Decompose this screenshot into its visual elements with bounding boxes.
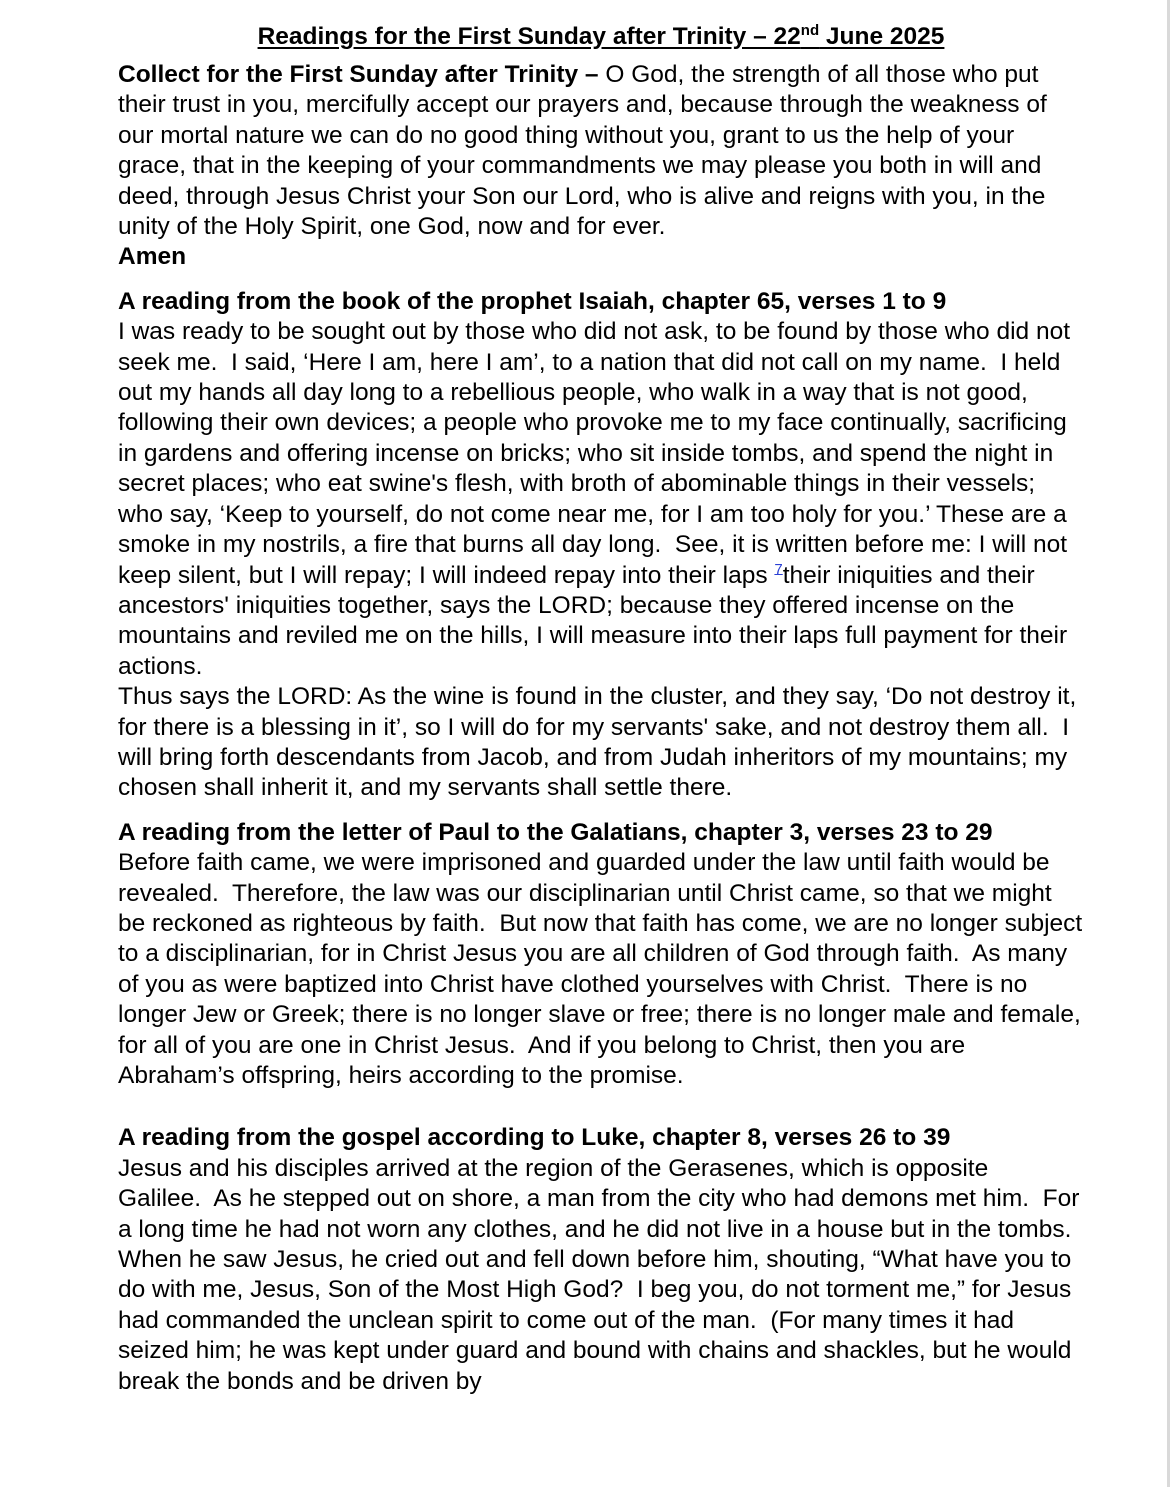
isaiah-paragraph-1 xyxy=(118,317,1084,682)
collect-paragraph xyxy=(118,60,1084,242)
title-ordinal-suffix: nd xyxy=(800,21,820,39)
verse-footnote-link[interactable]: 7 xyxy=(774,560,783,578)
collect-section xyxy=(118,60,1084,273)
isaiah-heading: A reading from the book of the prophet Isaiah, chapter 65, verses 1 to 9 xyxy=(118,287,947,315)
luke-reading-section xyxy=(118,1123,1084,1397)
luke-paragraph: Jesus and his disciples arrived at the region of the Gerasenes, which is opposite Galilee. As he stepped out on shore, a man from the city who had demons met him. For a long time he had not worn any clothes, and he did not live in a house but in the tombs. When he saw Jesus, he cried out and fell down before him, shouting, “What have you to do with me, Jesus, Son of the Most High God? I beg you, do not torment me,” for Jesus had commanded the unclean spirit to come out of the man. (For many times it had seized him; he was kept under guard and bound with chains and shackles, but he would break the bonds and be driven by xyxy=(118,1154,1080,1395)
isaiah-text-part-1: I was ready to be sought out by those who did not ask, to be found by those who did not seek me. I said, ‘Here I am, here I am’, to a nation that did not call on my name. I held out my hands all day long to a rebellious people, who walk in a way that is not good, following their own devices; a people who provoke me to my face continually, sacrificing in gardens and offering incense on bricks; who sit inside tombs, and spend the night in secret places; who eat swine's flesh, with broth of abominable things in their vessels; who say, ‘Keep to yourself, do not come near me, for I am too holy for you.’ These are a smoke in my nostrils, a fire that burns all day long. See, it is written before me: I will not keep silent, but I will repay; I will indeed repay into their laps xyxy=(118,318,1071,589)
document-title xyxy=(118,22,1084,52)
title-suffix: June 2025 xyxy=(819,23,945,50)
title-prefix: Readings for the First Sunday after Trinity – 22 xyxy=(257,23,801,50)
galatians-heading: A reading from the letter of Paul to the Galatians, chapter 3, verses 23 to 29 xyxy=(118,818,993,846)
collect-text: O God, the strength of all those who put their trust in you, mercifully accept our prayers and, because through the weakness of our mortal nature we can do no good thing without you, grant to us the help of your grace, that in the keeping of your commandments we may please you both in will and deed, through Jesus Christ your Son our Lord, who is alive and reigns with you, in the unity of the Holy Spirit, one God, now and for ever. xyxy=(118,61,1047,241)
galatians-reading-section xyxy=(118,818,1084,1092)
luke-heading: A reading from the gospel according to Luke, chapter 8, verses 26 to 39 xyxy=(118,1124,951,1152)
readings-document xyxy=(118,0,1084,1397)
collect-amen: Amen xyxy=(118,243,187,271)
isaiah-paragraph-2: Thus says the LORD: As the wine is found in the cluster, and they say, ‘Do not destroy it, for there is a blessing in it’, so I will do for my servants' sake, and not destroy them all. I will bring forth descendants from Jacob, and from Judah inheritors of my mountains; my chosen shall inherit it, and my servants shall settle there. xyxy=(118,683,1077,802)
collect-heading: Collect for the First Sunday after Trinity – xyxy=(118,61,599,88)
isaiah-reading-section xyxy=(118,287,1084,804)
galatians-paragraph: Before faith came, we were imprisoned and guarded under the law until faith would be revealed. Therefore, the law was our disciplinarian until Christ came, so that we might be reckoned as righteous by faith. But now that faith has come, we are no longer subject to a disciplinarian, for in Christ Jesus you are all children of God through faith. As many of you as were baptized into Christ have clothed yourselves with Christ. There is no longer Jew or Greek; there is no longer slave or free; there is no longer male and female, for all of you are one in Christ Jesus. And if you belong to Christ, then you are Abraham’s offspring, heirs according to the promise. xyxy=(118,849,1083,1089)
isaiah-text-part-2: their iniquities and their ancestors' iniquities together, says the LORD; because they offered incense on the mountains and reviled me on the hills, I will measure into their laps full payment for their actions. xyxy=(118,561,1068,680)
